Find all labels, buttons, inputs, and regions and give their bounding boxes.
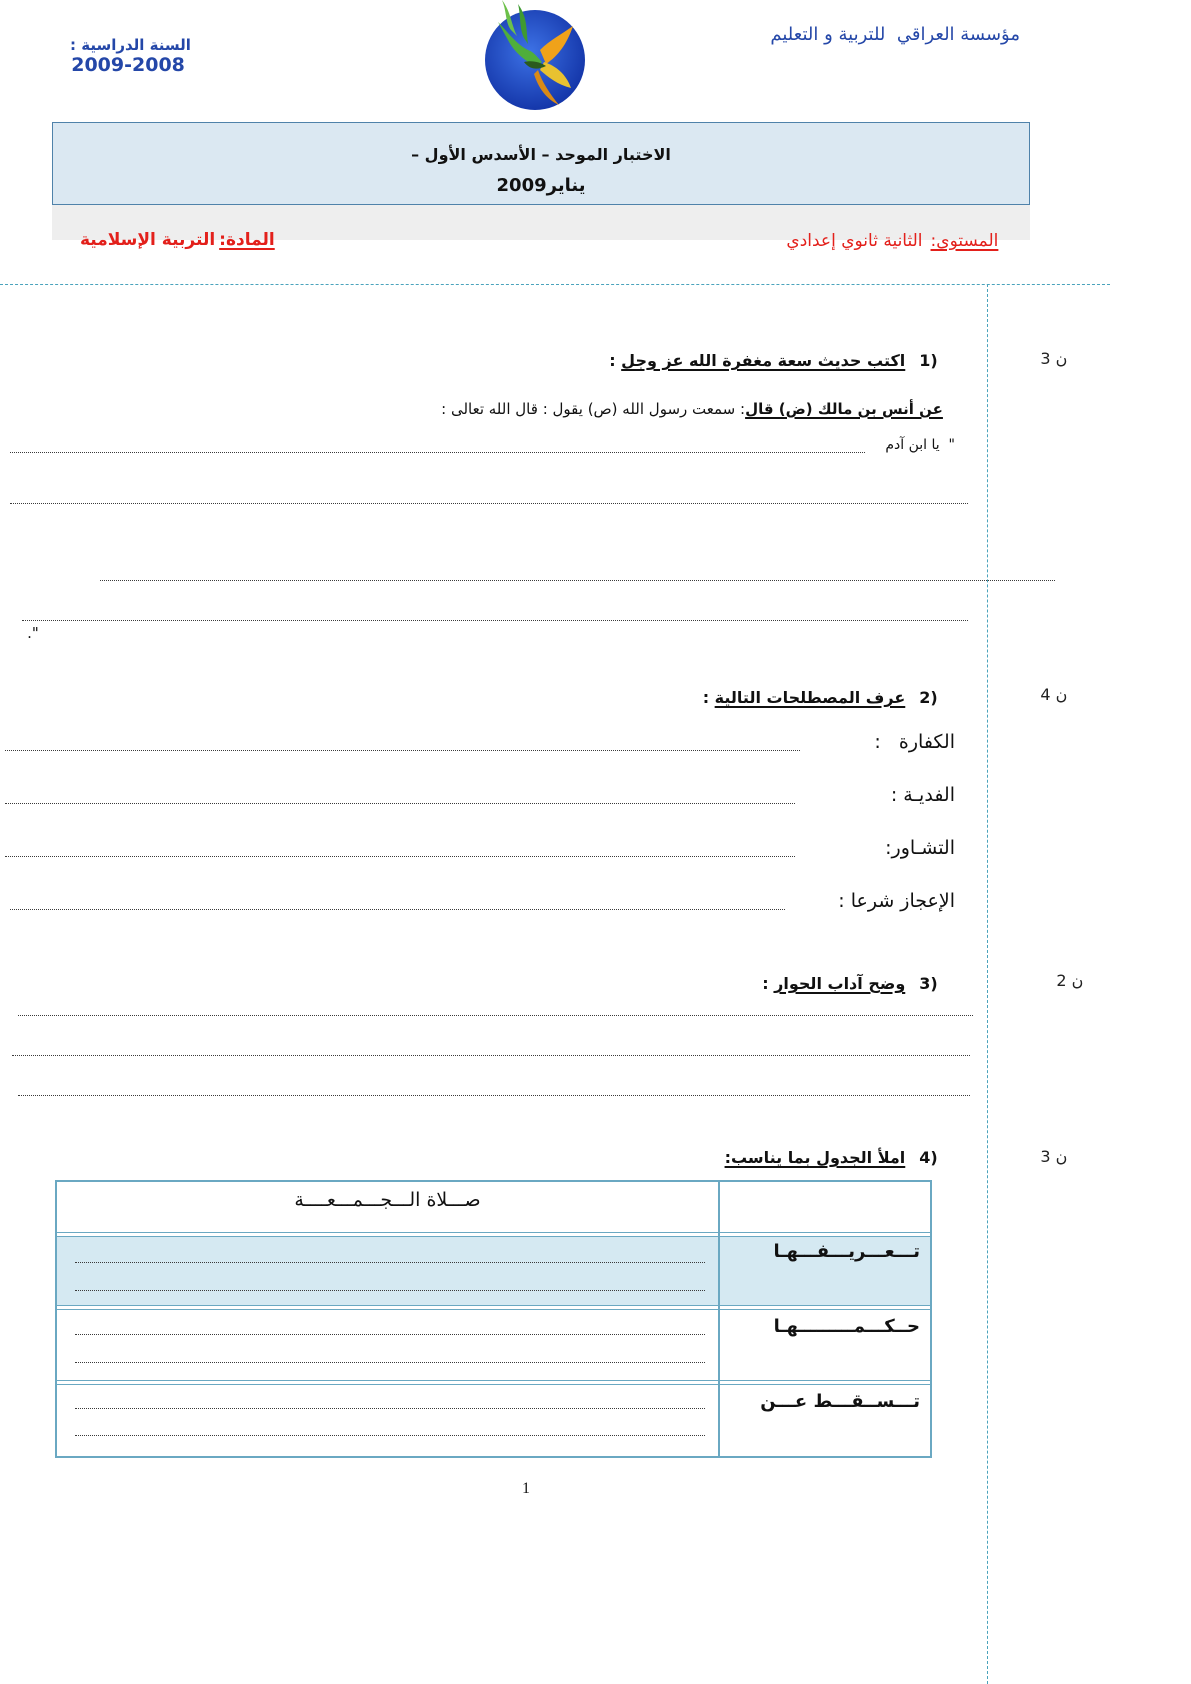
- points-text: 3 ن: [1040, 349, 1068, 368]
- organization-name: مؤسسة العراقي للتربية و التعليم: [770, 24, 1020, 45]
- question-3-heading: [762, 955, 960, 1012]
- answer-line: [5, 856, 795, 857]
- hadith-intro: : سمعت رسول الله (ص) يقول : قال الله تعالى :: [441, 400, 746, 418]
- hadith-closing-text: .": [27, 624, 39, 642]
- question-2-points: [1020, 666, 1067, 723]
- table-row-divider: [57, 1232, 930, 1237]
- level-info: [786, 211, 1020, 271]
- friday-prayer-table: [55, 1180, 932, 1458]
- term-label: الفديـة :: [890, 784, 955, 806]
- answer-line: [10, 503, 968, 504]
- hadith-closing: [8, 606, 39, 660]
- exam-title-box: [52, 122, 1030, 205]
- table-answer-line: [75, 1334, 705, 1335]
- table-header-cell: صـــلاة الـــجـــمـــعــــة: [294, 1189, 481, 1211]
- dove-globe-logo-icon: [480, 0, 590, 112]
- subject-label: المادة:: [219, 230, 275, 250]
- question-4-points: [1020, 1128, 1067, 1185]
- answer-line: [18, 1095, 970, 1096]
- level-label: المستوى:: [930, 231, 999, 251]
- question-suffix: :: [702, 688, 715, 707]
- question-prompt: املأ الجدول بما يناسب:: [724, 1148, 906, 1167]
- table-row-label: حــكـــمـــــــــهـا: [773, 1316, 920, 1337]
- question-number: 3): [919, 974, 938, 993]
- table-row-divider: [57, 1380, 930, 1385]
- exam-title: الاختبار الموحد – الأسدس الأول –: [411, 145, 671, 164]
- subject-info: [80, 210, 298, 270]
- points-text: 3 ن: [1040, 1147, 1068, 1166]
- answer-line: [5, 750, 800, 751]
- answer-line: [10, 909, 785, 910]
- page-number: 1: [522, 1480, 530, 1497]
- question-prompt: اكتب حديث سعة مغفرة الله عز وجل: [621, 351, 906, 370]
- question-number: 2): [919, 688, 938, 707]
- answer-line: [18, 1015, 973, 1016]
- table-answer-line: [75, 1262, 705, 1263]
- points-text: 4 ن: [1040, 685, 1068, 704]
- exam-date-text: يناير2009: [496, 175, 586, 196]
- points-text: 2 ن: [1056, 971, 1084, 990]
- term-label: التشـاور:: [885, 837, 955, 859]
- hadith-opening: " يا ابن آدم: [885, 437, 955, 453]
- question-prompt: وضح آداب الحوار: [774, 974, 906, 993]
- level-value: الثانية ثانوي إعدادي: [786, 231, 923, 251]
- question-1-heading: [609, 332, 960, 389]
- answer-line: [12, 1055, 970, 1056]
- question-number: 1): [919, 351, 938, 370]
- answer-line: [5, 803, 795, 804]
- hadith-chain: [441, 382, 962, 436]
- question-2-heading: [703, 669, 960, 726]
- answer-line: [22, 620, 968, 621]
- question-suffix: :: [762, 974, 775, 993]
- table-answer-line: [75, 1362, 705, 1363]
- term-label: الإعجاز شرعا :: [838, 890, 955, 912]
- table-row-label: تـــســقـــط عـــن: [760, 1391, 920, 1412]
- subject-value: التربية الإسلامية: [80, 230, 216, 250]
- school-year-label: السنة الدراسية :: [70, 36, 191, 54]
- question-3-points: [1036, 952, 1083, 1009]
- school-year: [70, 18, 212, 94]
- question-1-points: [1020, 330, 1067, 387]
- hadith-narrator: عن أنس بن مالك (ض) قال: [745, 400, 943, 418]
- table-answer-line: [75, 1435, 705, 1436]
- dashed-margin-rule: [987, 284, 988, 1684]
- answer-line: [10, 452, 865, 453]
- table-answer-line: [75, 1290, 705, 1291]
- dashed-horizontal-rule: [0, 284, 1110, 285]
- question-prompt: عرف المصطلحات التالية: [714, 688, 906, 707]
- table-row-divider: [57, 1305, 930, 1310]
- exam-date: [53, 175, 1029, 196]
- term-label: الكفارة :: [874, 731, 955, 753]
- table-answer-line: [75, 1408, 705, 1409]
- answer-line: [100, 580, 1055, 581]
- question-suffix: :: [609, 351, 622, 370]
- question-4-heading: [725, 1129, 960, 1186]
- question-number: 4): [919, 1148, 938, 1167]
- table-row-label: تـــعـــريـــفـــهـا: [773, 1241, 920, 1262]
- school-year-value: 2009-2008: [71, 54, 185, 76]
